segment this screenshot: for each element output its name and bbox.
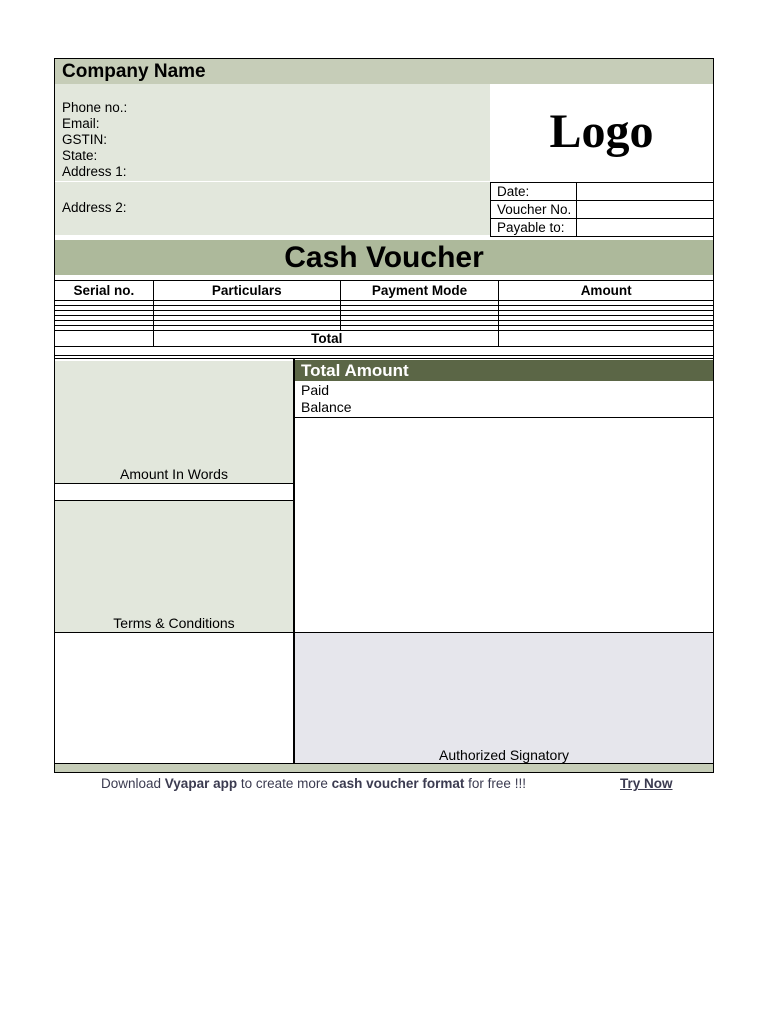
try-now-link[interactable]: Try Now <box>620 776 673 791</box>
footer-middle: to create more <box>237 776 332 791</box>
state-label: State: <box>62 148 98 163</box>
total-label: Total <box>153 331 499 347</box>
signature-box <box>295 633 713 763</box>
total-row <box>55 331 714 347</box>
logo: Logo <box>549 105 654 158</box>
authorized-signatory-label: Authorized Signatory <box>439 747 569 763</box>
footer-format: cash voucher format <box>331 776 465 791</box>
balance-label: Balance <box>301 399 352 415</box>
amount-in-words-box <box>55 361 293 483</box>
address2-block <box>55 182 490 235</box>
company-info-block <box>55 84 490 181</box>
amount-in-words-field[interactable] <box>54 483 294 501</box>
divider <box>54 355 714 359</box>
divider <box>294 417 714 418</box>
footer-app-link: Vyapar app <box>164 776 238 791</box>
footer-prefix: Download <box>101 776 165 791</box>
company-name: Company Name <box>62 61 206 82</box>
voucher-meta-table <box>490 182 714 237</box>
payable-to-value[interactable] <box>577 219 714 237</box>
voucher-no-value[interactable] <box>577 201 714 219</box>
items-table <box>54 280 714 347</box>
header-particulars: Particulars <box>153 281 340 301</box>
terms-label: Terms & Conditions <box>113 615 235 631</box>
date-value[interactable] <box>577 183 714 201</box>
header-amount: Amount <box>499 281 714 301</box>
header-serial-no: Serial no. <box>55 281 154 301</box>
total-value[interactable] <box>499 331 714 347</box>
total-amount-label: Total Amount <box>301 361 409 380</box>
address1-label: Address 1: <box>62 164 127 179</box>
amount-in-words-label: Amount In Words <box>120 466 228 482</box>
address2-label: Address 2: <box>62 200 127 215</box>
footer-text <box>101 776 526 791</box>
phone-label: Phone no.: <box>62 100 128 115</box>
email-label: Email: <box>62 116 100 131</box>
paid-label: Paid <box>301 382 330 398</box>
page-title: Cash Voucher <box>284 241 484 274</box>
gstin-label: GSTIN: <box>62 132 108 147</box>
footer-bar <box>55 764 713 772</box>
payable-to-label: Payable to: <box>491 219 577 237</box>
header-payment-mode: Payment Mode <box>340 281 499 301</box>
voucher-no-label: Voucher No. <box>491 201 577 219</box>
footer-suffix: for free !!! <box>464 776 526 791</box>
date-label: Date: <box>491 183 577 201</box>
terms-box <box>55 501 293 632</box>
